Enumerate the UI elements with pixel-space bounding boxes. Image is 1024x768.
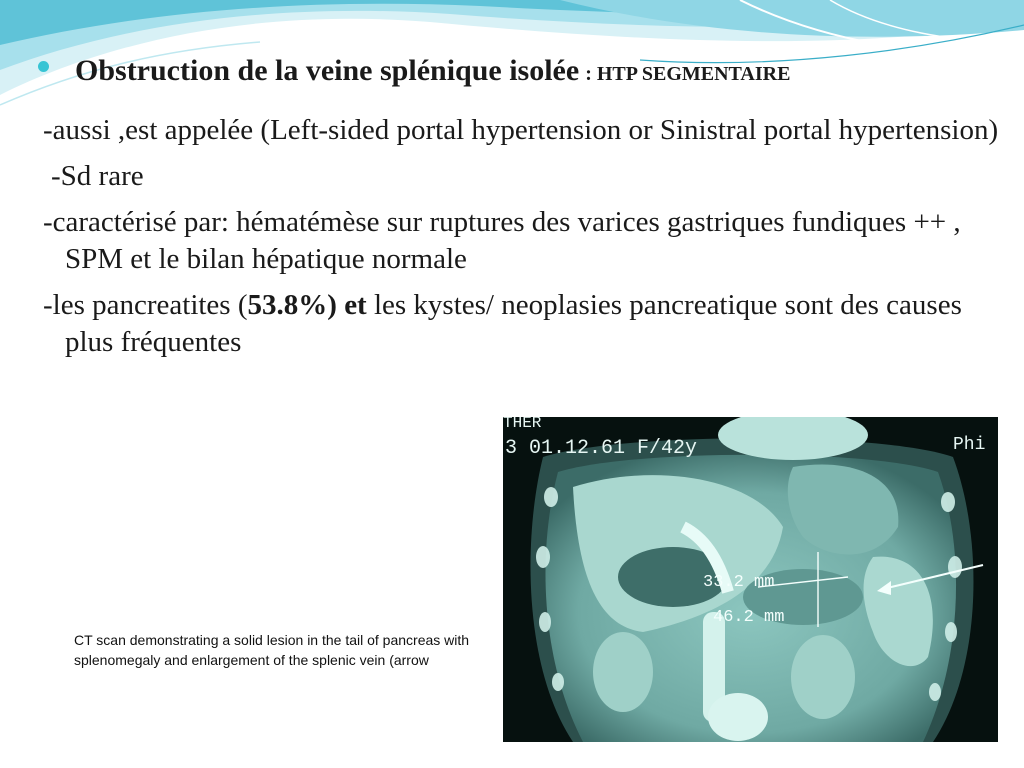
bullet-icon [38, 61, 49, 72]
title-sub-text: : HTP SEGMENTAIRE [585, 63, 791, 85]
ct-overlay-phi: Phi [953, 435, 986, 455]
paragraph-aussi: -aussi ,est appelée (Left-sided portal hypertension or Sinistral portal hypertension) [43, 114, 999, 146]
ct-overlay-the: THER [503, 417, 542, 432]
paragraph-sd-rare: -Sd rare [51, 160, 144, 192]
paragraph-caracterise: -caractérisé par: hématémèse sur ruptures des varices gastriques fundiques ++ , SPM et le bilan hépatique normale [43, 206, 961, 275]
percentage-bold: 53.8%) [247, 289, 337, 321]
ct-scan-image [503, 417, 998, 742]
pancreatites-text: -les pancreatites ( [43, 289, 248, 321]
ct-overlay-date: 3 01.12.61 F/42y [505, 437, 698, 460]
title-main-text: Obstruction de la veine splénique isolée [75, 54, 580, 87]
et-bold: et [336, 289, 367, 321]
ct-scan-drawing [503, 417, 998, 742]
slide-body [43, 112, 1003, 370]
ct-measure-2: 46.2 mm [713, 608, 785, 627]
paragraph-pancreatites [43, 287, 1003, 361]
ct-measure-1: 33.2 mm [703, 573, 775, 592]
ct-caption: CT scan demonstrating a solid lesion in the tail of pancreas with splenomegaly and enlargement of the splenic vein (arrow [74, 632, 470, 668]
slide-title [38, 54, 1018, 88]
kystes-text: les kystes/ neoplasies pancreatique sont des causes plus fréquentes [65, 289, 962, 358]
